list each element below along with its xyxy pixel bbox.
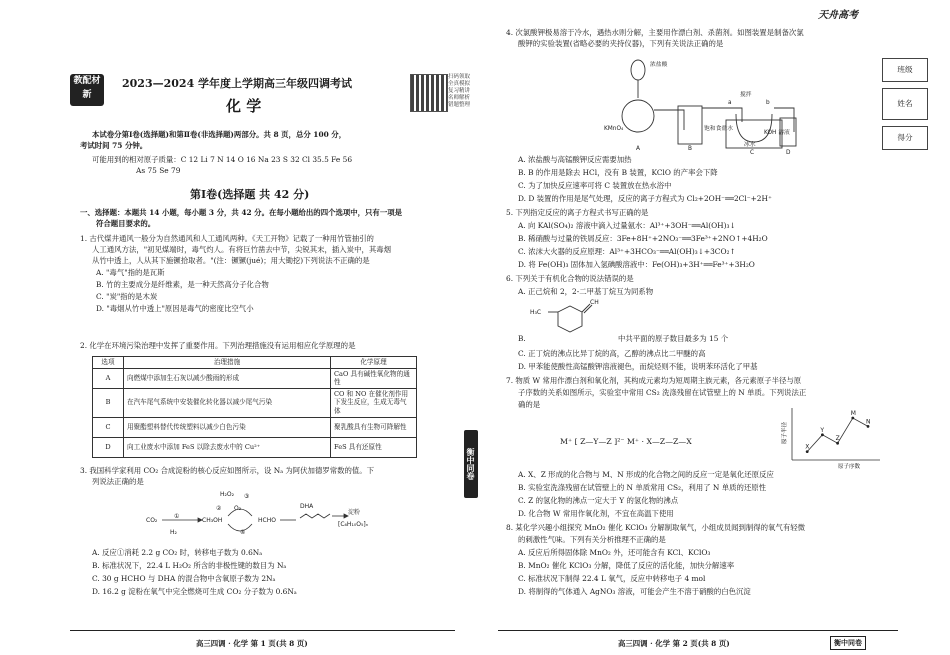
- q3-option[interactable]: D. 16.2 g 淀粉在氧气中完全燃烧可生成 CO₂ 分子数为 0.6Nₐ: [92, 587, 297, 596]
- q1-option[interactable]: A. "毒气"指的是瓦斯: [96, 268, 165, 277]
- flask-c: [736, 114, 772, 142]
- q5-option[interactable]: C. 浓沫大火器的反应原理：Al³⁺+3HCO₃⁻══Al(OH)₃↓+3CO₂↑: [518, 247, 736, 256]
- label-brine: 饱和食盐水: [704, 126, 733, 132]
- label-a: A: [636, 146, 640, 152]
- atomic-mass-line: As 75 Se 79: [136, 166, 181, 175]
- q3-option[interactable]: B. 标准状况下，22.4 L H₂O₂ 所含的非极性键的数目为 Nₐ: [92, 561, 287, 570]
- table-cell: 在汽车尾气系统中安装催化转化器以减少尾气污染: [124, 388, 331, 417]
- q4-line: 酸钾的实验装置(省略必要的夹持仪器)，下列有关说法正确的是: [518, 39, 724, 48]
- footer-rule: [498, 630, 898, 631]
- species-starch: 淀粉: [348, 509, 361, 516]
- q6-option[interactable]: D. 甲苯能使酸性高锰酸钾溶液褪色，而烷烃则不能，说明苯环活化了甲基: [518, 362, 758, 371]
- species-dha: DHA: [300, 503, 314, 510]
- chart-point: [821, 433, 824, 436]
- qr-code[interactable]: [410, 74, 448, 112]
- table-cell: CO 和 NO 在催化剂作用下发生反应，生成无毒气体: [331, 388, 417, 417]
- q3-option[interactable]: A. 反应①消耗 2.2 g CO₂ 时，转移电子数为 0.6Nₐ: [92, 548, 263, 557]
- table-row: [93, 388, 417, 417]
- q7-option[interactable]: C. Z 的氢化物的沸点一定大于 Y 的氢化物的沸点: [518, 496, 679, 505]
- q1-option[interactable]: B. 竹的主要成分是纤维素，是一种天然高分子化合物: [96, 280, 269, 289]
- q7-option[interactable]: D. 化合物 W 常用作氧化剂，不宜在高温下使用: [518, 509, 674, 518]
- dropping-funnel-bulb: [631, 60, 645, 80]
- q8-line: 的刺激性气味。下列有关分析推理不正确的是: [518, 535, 666, 544]
- atomic-mass-line: 可能用到的相对原子质量：C 12 Li 7 N 14 O 16 Na 23 S 32 Cl 35.5 Fe 56: [92, 155, 353, 164]
- species-h2o2: H₂O₂: [220, 491, 235, 498]
- q7-line: 确的是: [518, 400, 541, 409]
- intro-line: 本试卷分第Ⅰ卷(选择题)和第Ⅱ卷(非选择题)两部分。共 8 页，总分 100 分，: [92, 130, 347, 139]
- q4-line: 4. 次氯酸钾极易溶于冷水，遇热水则分解，主要用作漂白剂、杀菌剂。如图装置是制备次氯: [506, 28, 804, 37]
- table-cell: B: [93, 388, 124, 417]
- qr-label: 复习精讲: [448, 88, 471, 94]
- bottle-b: [678, 106, 702, 144]
- page-right: [478, 0, 950, 655]
- section-instructions: 一、选择题：本题共 14 小题，每小题 3 分，共 42 分。在每小题给出的四个选项中，只有一项是: [80, 208, 402, 217]
- subject-title: 化 学: [226, 97, 262, 115]
- chart-point: [836, 442, 839, 445]
- species-co2: CO₂: [146, 517, 158, 524]
- species-h2: H₂: [170, 529, 177, 536]
- footer-rule: [70, 630, 455, 631]
- q6-stem: 6. 下列关于有机化合物的说法错误的是: [506, 274, 634, 283]
- qr-label: 错题整理: [448, 102, 471, 108]
- step-label: ④: [240, 529, 246, 536]
- table-cell: 向燃煤中添加生石灰以减少酸雨的形成: [124, 368, 331, 388]
- q4-option[interactable]: C. 为了加快反应速率可将 C 装置放在热水浴中: [518, 181, 672, 190]
- step-label: ①: [174, 513, 180, 520]
- x-axis-label: 原子序数: [838, 464, 861, 470]
- q8-option[interactable]: A. 反应后所得固体除 MnO₂ 外，还可能含有 KCl、KClO₃: [518, 548, 711, 557]
- page-footer: 高三四调 · 化学 第 2 页(共 8 页): [618, 639, 730, 648]
- chart-point-label: N: [866, 418, 871, 426]
- q3-reaction-diagram: [140, 488, 390, 544]
- qr-info: [448, 74, 470, 109]
- table-row: [93, 368, 417, 388]
- q8-option[interactable]: D. 将制得的气体通入 AgNO₃ 溶液，可能会产生不溶于硝酸的白色沉淀: [518, 587, 751, 596]
- species-starch-formula: [C₆H₁₀O₅]ₙ: [338, 521, 369, 528]
- chart-point-label: Z: [835, 435, 840, 443]
- side-stamp: 衡中同卷: [464, 430, 478, 498]
- label-conc-hcl: 浓盐酸: [650, 62, 668, 68]
- label-stir: 搅拌: [740, 92, 752, 98]
- table-cell: A: [93, 368, 124, 388]
- table-cell: 用聚酯塑料替代传统塑料以减少白色污染: [124, 417, 331, 437]
- page-footer: 高三四调 · 化学 第 1 页(共 8 页): [196, 639, 308, 648]
- q4-apparatus-diagram: [518, 50, 798, 154]
- label-a-port: a: [728, 100, 732, 106]
- table-cell: FeS 具有还原性: [331, 437, 417, 457]
- table-cell: 聚乳酸具有生物可降解性: [331, 417, 417, 437]
- q2-stem: 2. 化学在环境污染治理中发挥了重要作用。下列治理措施没有运用相应化学原理的是: [80, 341, 356, 350]
- q1-option[interactable]: C. "炭"指的是木炭: [96, 292, 158, 301]
- benzene-ring: [558, 306, 582, 332]
- step-label: ③: [244, 493, 250, 500]
- section-title: 第Ⅰ卷(选择题 共 42 分): [190, 188, 310, 201]
- class-field[interactable]: 班级: [882, 58, 928, 82]
- table-cell: C: [93, 417, 124, 437]
- exam-title: 2023—2024 学年度上学期高三年级四调考试: [122, 77, 353, 90]
- dha-skeleton: [300, 514, 330, 518]
- label-b-port: b: [766, 100, 770, 106]
- q4-option[interactable]: A. 浓盐酸与高锰酸钾反应需要加热: [518, 155, 632, 164]
- q1-option[interactable]: D. "毒烟从竹中透上"原因是毒气的密度比空气小: [96, 304, 254, 313]
- brand-logo: 天舟高考: [818, 10, 858, 21]
- q4-option[interactable]: D. D 装置的作用是尾气处理，反应的离子方程式为 Cl₂+2OH⁻══2Cl⁻+2H⁺: [518, 194, 772, 203]
- label-kmno4: KMnO₄: [604, 126, 624, 132]
- qr-label: 名师解析: [448, 95, 471, 101]
- chart-point-label: X: [805, 443, 810, 451]
- q6-option[interactable]: A. 正己烷和 2，2-二甲基丁烷互为同系物: [518, 287, 654, 296]
- q6-option[interactable]: C. 正丁烷的沸点比异丁烷的高，乙醇的沸点比二甲醚的高: [518, 349, 706, 358]
- methyl-label: H₃C: [530, 309, 542, 316]
- species-hcho: HCHO: [258, 517, 276, 524]
- tube-ab: [654, 110, 684, 130]
- table-header: 化学原理: [331, 357, 417, 369]
- chart-point: [867, 425, 870, 428]
- name-field[interactable]: 姓名: [882, 88, 928, 120]
- step-label: ②: [216, 505, 222, 512]
- q8-line: 8. 某化学兴趣小组探究 MnO₂ 催化 KClO₃ 分解制取氧气，小组成员闻到制得的氧气有轻微: [506, 523, 806, 532]
- chart-point: [851, 417, 854, 420]
- table-cell: 向工业废水中添加 FeS 以除去废水中的 Cu²⁺: [124, 437, 331, 457]
- q3-line: 3. 我国科学家利用 CO₂ 合成淀粉的核心反应如图所示，设 Nₐ 为阿伏加德罗常数的值。下: [80, 466, 375, 475]
- chart-point-label: Y: [820, 426, 825, 434]
- q8-option[interactable]: B. MnO₂ 催化 KClO₃ 分解，降低了反应的活化能，加快分解速率: [518, 561, 735, 570]
- q3-line: 列说法正确的是: [92, 477, 144, 486]
- species-ch3oh: CH₃OH: [202, 517, 223, 524]
- q5-stem: 5. 下列指定反应的离子方程式书写正确的是: [506, 208, 649, 217]
- q6-option-b[interactable]: 中共平面的原子数目最多为 15 个: [618, 334, 729, 343]
- q7-radius-chart: [776, 404, 886, 470]
- label-ice-water: 冰水: [744, 142, 756, 148]
- y-axis-label: 原子半径: [782, 421, 788, 444]
- label-koh: KOH 溶液: [764, 130, 790, 136]
- qr-label: 扫码领取: [448, 74, 471, 80]
- q1-line: 1. 古代煤井通风一般分为自然通风和人工通风两种。《天工开物》记载了一种用竹管抽引的: [80, 234, 374, 243]
- q8-option[interactable]: C. 标准状况下制得 22.4 L 氧气，反应中转移电子 4 mol: [518, 574, 706, 583]
- q7-line: 子序数的关系如图所示，实验室中常用 CS₂ 洗涤残留在试管壁上的 N 单质。下列说法正: [518, 388, 807, 397]
- flask-a: [622, 100, 654, 132]
- score-field[interactable]: 得分: [882, 126, 928, 150]
- chart-point: [806, 450, 809, 453]
- q7-formula: M⁺ [ Z—Y—Z ]²⁻ M⁺ · X—Z—Z—X: [560, 437, 692, 446]
- table-row: [93, 437, 417, 457]
- table-row: [93, 417, 417, 437]
- publisher-logo: 教配材新: [70, 74, 104, 106]
- table-header: 选项: [93, 357, 124, 369]
- q5-option[interactable]: B. 稀硝酸与过量的铁屑反应：3Fe+8H⁺+2NO₃⁻══3Fe³⁺+2NO↑+4H₂O: [518, 234, 768, 243]
- table-cell: D: [93, 437, 124, 457]
- q5-option[interactable]: D. 将 Fe(OH)₃ 固体加入氢碘酸溶液中：Fe(OH)₃+3H⁺══Fe³⁺+3H₂O: [518, 260, 755, 269]
- qr-label: 全真模拟: [448, 81, 471, 87]
- q7-line: 7. 物质 W 常用作漂白剂和氧化剂，其构成元素均为短周期主族元素，各元素原子半径与原: [506, 376, 802, 385]
- label-b: B: [688, 146, 692, 152]
- q6-option-b-label[interactable]: B.: [518, 334, 526, 343]
- q5-option[interactable]: A. 向 KAl(SO₄)₂ 溶液中滴入过量氨水：Al³⁺+3OH⁻══Al(OH)₃↓: [518, 221, 736, 230]
- q7-option[interactable]: A. X、Z 形成的化合物与 M、N 形成的化合物之间的反应一定是氧化还原反应: [518, 470, 774, 479]
- label-c: C: [750, 150, 755, 154]
- q2-table: [92, 356, 417, 458]
- alkyne-label: CH: [590, 299, 599, 306]
- q7-option[interactable]: B. 实验室洗涤残留在试管壁上的 N 单质常用 CS₂，利用了 N 单质的还原性: [518, 483, 767, 492]
- footer-stamp: 衡中同卷: [830, 636, 866, 650]
- chart-point-label: M: [850, 410, 856, 417]
- table-header: 治理措施: [124, 357, 331, 369]
- q1-line: 人工通风方法，"初见煤端时，毒气灼人。有将巨竹凿去中节，尖锐其末，插入炭中，其毒烟: [92, 245, 392, 254]
- q3-option[interactable]: C. 30 g HCHO 与 DHA 的混合物中含氧原子数为 2Nₐ: [92, 574, 276, 583]
- label-d: D: [786, 150, 791, 154]
- section-instructions: 符合题目要求的。: [96, 219, 156, 228]
- q6-structure-diagram: [530, 298, 610, 342]
- species-o2: O₂: [234, 505, 242, 512]
- q1-line: 从竹中透上，人从其下施镢拾取者。"(注：镢镢(jué)；用大锄挖)下列说法不正确的是: [92, 256, 370, 265]
- table-cell: CaO 具有碱性氧化物的通性: [331, 368, 417, 388]
- q4-option[interactable]: B. B 的作用是除去 HCl，没有 B 装置，KClO 的产率会下降: [518, 168, 718, 177]
- intro-line: 考试时间 75 分钟。: [80, 141, 148, 150]
